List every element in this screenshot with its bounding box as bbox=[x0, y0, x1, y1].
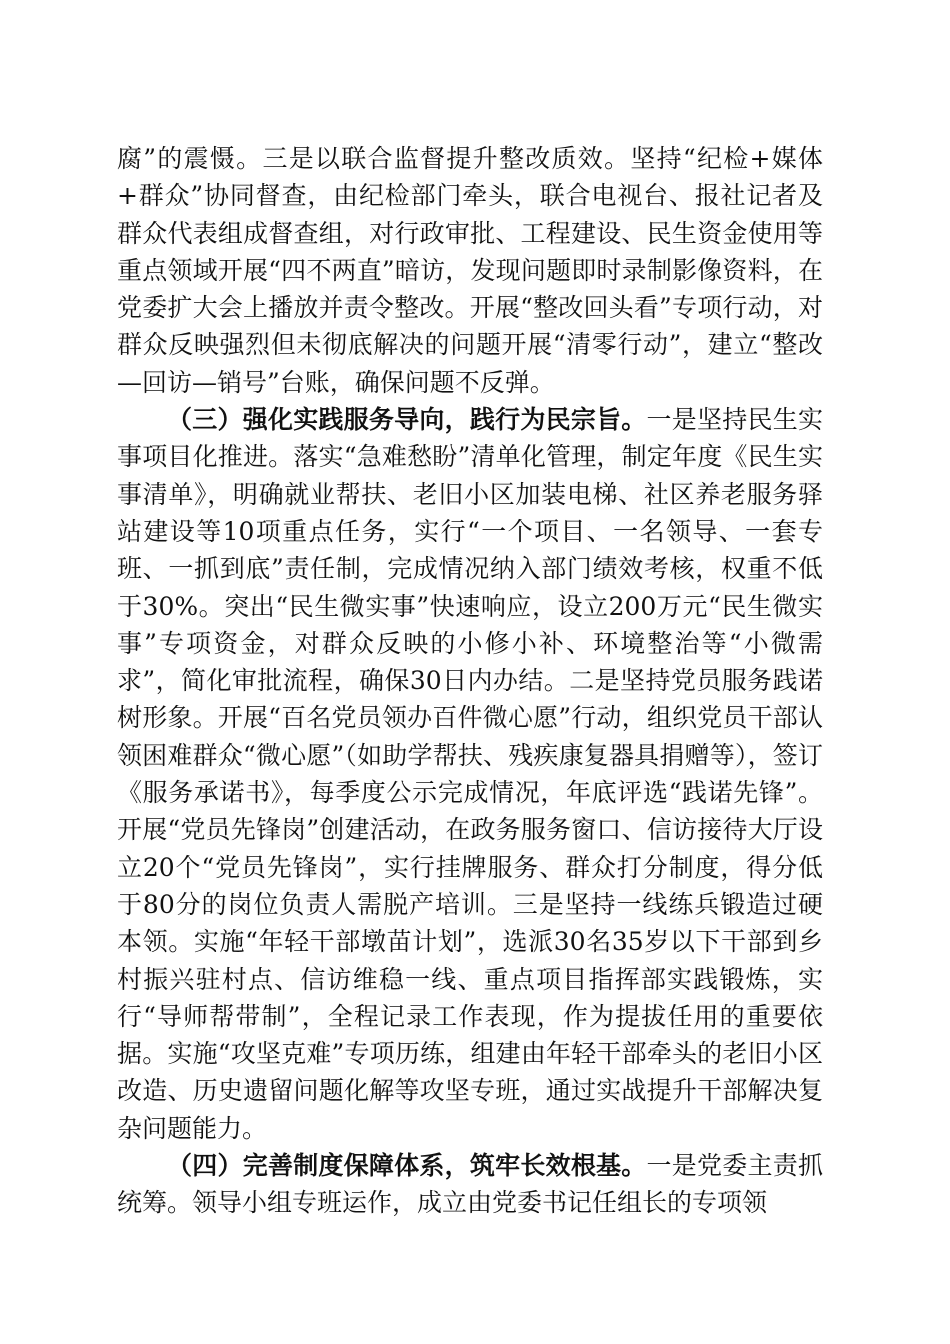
paragraph-section-4 bbox=[117, 1147, 823, 1222]
document-body bbox=[117, 140, 823, 1222]
paragraph-section-3 bbox=[117, 401, 823, 1147]
section-heading: （四）完善制度保障体系，筑牢长效根基。 bbox=[167, 1151, 647, 1181]
paragraph-text: 一是党委主责抓统筹。领导小组专班运作，成立由党委书记任组长的专项领 bbox=[117, 1151, 823, 1218]
paragraph-continued bbox=[117, 140, 823, 401]
paragraph-text: 一是坚持民生实事项目化推进。落实“急难愁盼”清单化管理，制定年度《民生实事清单》，明确就业帮扶、老旧小区加装电梯、社区养老服务驿站建设等10项重点任务，实行“一个项目、一名领导、一套专班、一抓到底”责任制，完成情况纳入部门绩效考核，权重不低于30%。突出“民生微实事”快速响应，设立200万元“民生微实事”专项资金，对群众反映的小修小补、环境整治等“小微需求”，简化审批流程，确保30日内办结。二是坚持党员服务践诺树形象。开展“百名党员领办百件微心愿”行动，组织党员干部认领困难群众“微心愿”（如助学帮扶、残疾康复器具捐赠等），签订《服务承诺书》，每季度公示完成情况，年底评选“践诺先锋”。开展“党员先锋岗”创建活动，在政务服务窗口、信访接待大厅设立20个“党员先锋岗”，实行挂牌服务、群众打分制度，得分低于80分的岗位负责人需脱产培训。三是坚持一线练兵锻造过硬本领。实施“年轻干部墩苗计划”，选派30名35岁以下干部到乡村振兴驻村点、信访维稳一线、重点项目指挥部实践锻炼，实行“导师帮带制”，全程记录工作表现，作为提拔任用的重要依据。实施“攻坚克难”专项历练，组建由年轻干部牵头的老旧小区改造、历史遗留问题化解等攻坚专班，通过实战提升干部解决复杂问题能力。 bbox=[117, 405, 823, 1143]
section-heading: （三）强化实践服务导向，践行为民宗旨。 bbox=[167, 405, 647, 435]
paragraph-text: 腐”的震慑。三是以联合监督提升整改质效。坚持“纪检+媒体+群众”协同督查，由纪检部门牵头，联合电视台、报社记者及群众代表组成督查组，对行政审批、工程建设、民生资金使用等重点领域开展“四不两直”暗访，发现问题即时录制影像资料，在党委扩大会上播放并责令整改。开展“整改回头看”专项行动，对群众反映强烈但未彻底解决的问题开展“清零行动”，建立“整改—回访—销号”台账，确保问题不反弹。 bbox=[117, 144, 823, 397]
